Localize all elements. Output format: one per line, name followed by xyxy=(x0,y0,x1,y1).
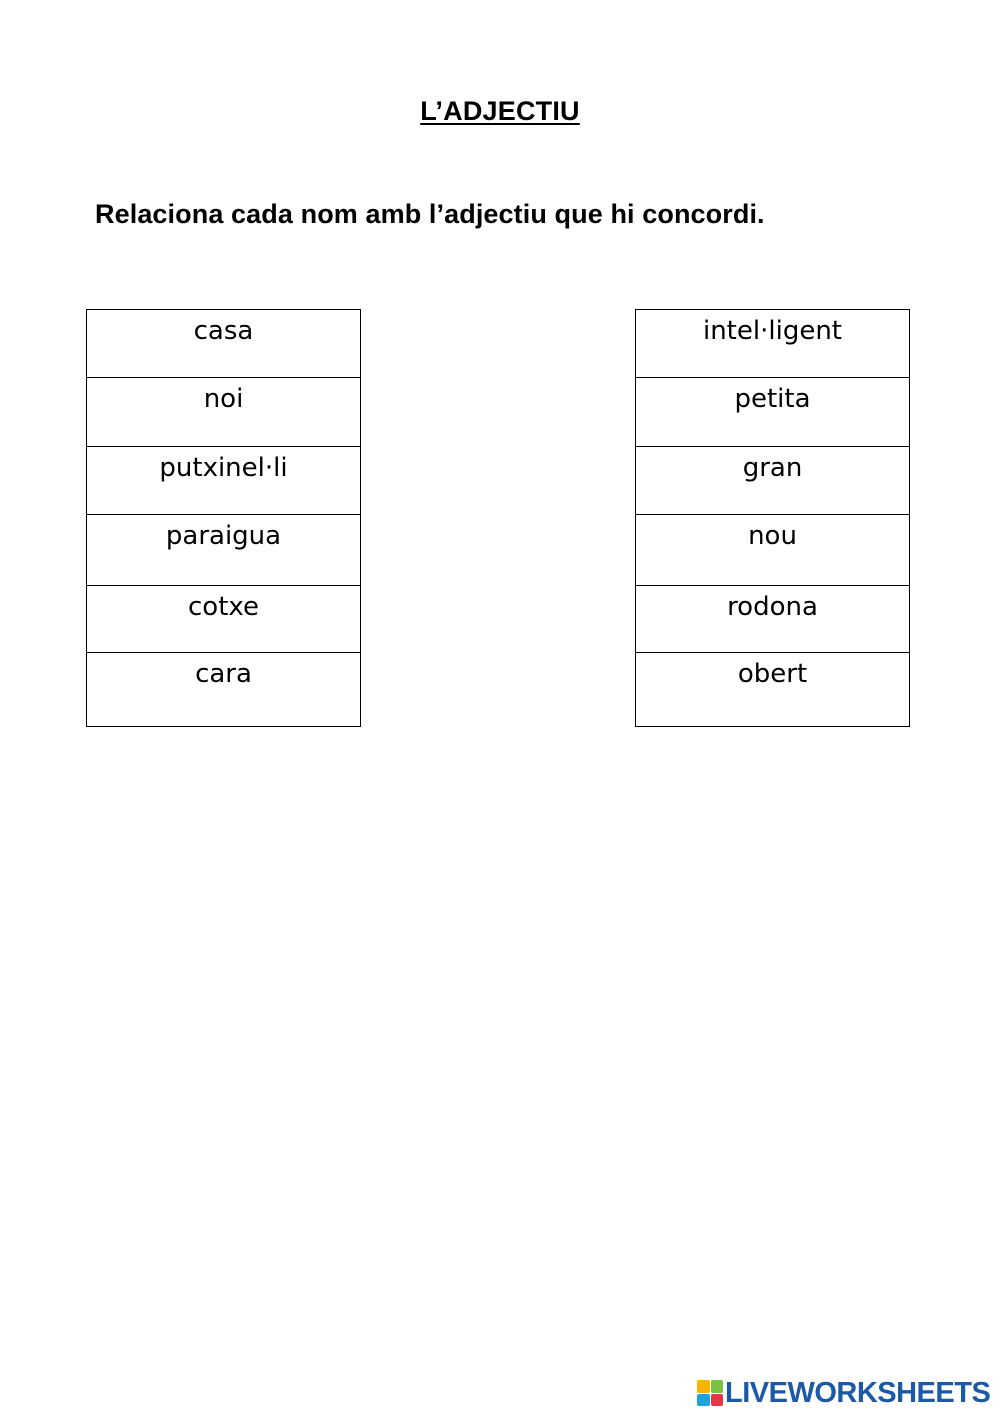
liveworksheets-brand xyxy=(697,1378,990,1408)
noun-cell[interactable]: putxinel·li xyxy=(87,447,361,515)
noun-cell[interactable]: paraigua xyxy=(87,515,361,586)
brand-name: LIVEWORKSHEETS xyxy=(725,1376,991,1409)
adjective-cell[interactable]: intel·ligent xyxy=(636,310,910,378)
nouns-table xyxy=(86,309,361,727)
page-title: L’ADJECTIU xyxy=(420,96,580,126)
noun-cell[interactable]: cara xyxy=(87,653,361,727)
adjective-cell[interactable]: petita xyxy=(636,378,910,447)
noun-cell[interactable]: casa xyxy=(87,310,361,378)
instruction-text: Relaciona cada nom amb l’adjectiu que hi concordi. xyxy=(95,199,765,229)
noun-cell[interactable]: cotxe xyxy=(87,586,361,653)
liveworksheets-logo-icon xyxy=(697,1380,723,1406)
adjective-cell[interactable]: nou xyxy=(636,515,910,586)
adjective-cell[interactable]: rodona xyxy=(636,586,910,653)
noun-cell[interactable]: noi xyxy=(87,378,361,447)
adjectives-table xyxy=(635,309,910,727)
adjective-cell[interactable]: obert xyxy=(636,653,910,727)
adjective-cell[interactable]: gran xyxy=(636,447,910,515)
